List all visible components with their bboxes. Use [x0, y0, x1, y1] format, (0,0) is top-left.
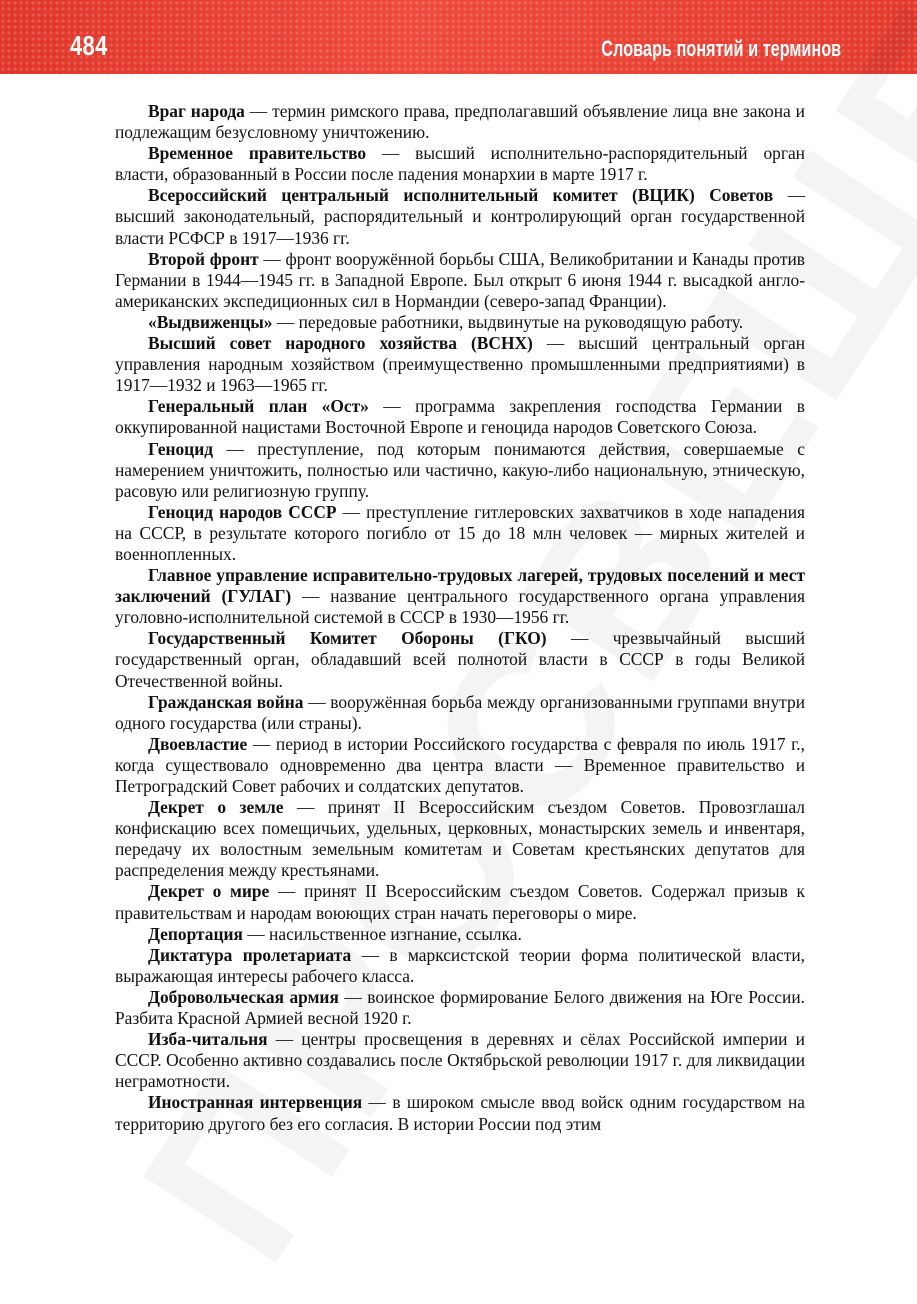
glossary-entry: [115, 439, 805, 502]
entry-term: Второй фронт: [148, 248, 259, 269]
entry-definition: — насильственное изгнание, ссылка.: [242, 923, 522, 944]
entry-term: Государственный Комитет Обороны (ГКО): [148, 628, 547, 649]
entry-definition: — период в истории Российского государства с февраля по июль 1917 г., когда существовало одновременно два центра власти — Временное правительство и Петроградский Совет рабочих и солдатских депутатов.: [115, 733, 805, 796]
entry-definition: — принят II Всероссийским съездом Советов. Содержал призыв к правительствам и народам воюющих стран начать переговоры о мире.: [115, 881, 805, 923]
entry-term: Депортация: [148, 923, 243, 944]
glossary-entry: [115, 565, 805, 628]
entry-definition: — в марксистской теории форма политической власти, выражающая интересы рабочего класса.: [115, 944, 806, 986]
entry-term: Высший совет народного хозяйства (ВСНХ): [148, 333, 533, 354]
glossary-entry: [115, 628, 805, 691]
entry-definition: — высший законодательный, распорядительный и контролирующий орган государственной власти РСФСР в 1917—1936 гг.: [115, 185, 805, 248]
glossary-entry: [115, 312, 805, 333]
entry-term: Геноцид: [148, 438, 214, 459]
page-number: 484: [70, 30, 108, 61]
entry-term: Декрет о земле: [148, 797, 284, 818]
entry-definition: — воинское формирование Белого движения на Юге России. Разбита Красной Армией весной 1920 г.: [115, 986, 805, 1029]
glossary-entry: [115, 987, 805, 1029]
entry-definition: — фронт вооружённой борьбы США, Великобритании и Канады против Германии в 1944—1945 гг. в Западной Европе. Был открыт 6 июня 1944 г. высадкой англо-американских экспедиционных сил в Нормандии (северо-запад Франции).: [115, 248, 805, 311]
entry-term: Геноцид народов СССР: [148, 501, 337, 522]
entry-term: Декрет о мире: [148, 881, 270, 902]
entry-term: Генеральный план «Ост»: [148, 396, 369, 417]
entry-term: Временное правительство: [148, 143, 367, 164]
entry-term: Иностранная интервенция: [148, 1092, 363, 1113]
glossary-entry: [115, 692, 805, 734]
entry-term: «Выдвиженцы»: [148, 311, 273, 332]
glossary-entry: [115, 924, 805, 945]
entry-definition: — высший центральный орган управления народным хозяйством (преимущественно промышленными предприятиями) в 1917—1932 и 1963—1965 гг.: [115, 333, 805, 396]
glossary-entry: [115, 945, 805, 987]
page-header: [0, 0, 917, 74]
entry-term: Всероссийский центральный исполнительный комитет (ВЦИК) Советов: [148, 185, 774, 206]
entry-definition: — преступление гитлеровских захватчиков в ходе нападения на СССР, в результате которого погибло от 15 до 18 млн человек — мирных жителей и военнопленных.: [115, 501, 805, 564]
entry-definition: — центры просвещения в деревнях и сёлах Российской империи и СССР. Особенно активно создавались после Октябрьской революции 1917 г. для ликвидации неграмотности.: [115, 1029, 805, 1092]
entry-definition: — термин римского права, предполагавший объявление лица вне закона и подлежащим безусловному уничтожению.: [115, 101, 805, 143]
glossary-entry: [115, 1029, 805, 1092]
glossary-entry: [115, 101, 805, 143]
entry-term: Враг народа: [148, 101, 245, 121]
glossary-entry: [115, 734, 805, 797]
entry-definition: — принят II Всероссийским съездом Советов. Провозглашал конфискацию всех помещичьих, удельных, церковных, монастырских земель и инвентаря, передачу их волостным земельным комитетам и Советам крестьянских депутатов для распределения между крестьянами.: [115, 797, 805, 881]
entry-term: Главное управление исправительно-трудовых лагерей, трудовых поселений и мест заключений (ГУЛАГ): [115, 565, 805, 607]
glossary-entry: [115, 797, 805, 881]
entry-definition: — высший исполнительно-распорядительный орган власти, образованный в России после падения монархии в марте 1917 г.: [115, 143, 805, 185]
entry-term: Диктатура пролетариата: [148, 944, 352, 965]
glossary-entry: [115, 881, 805, 923]
glossary-entry: [115, 143, 805, 185]
entry-term: Двоевластие: [148, 733, 248, 754]
entry-term: Изба-читальня: [148, 1029, 268, 1050]
entry-term: Добровольческая армия: [148, 986, 339, 1007]
glossary-entry: [115, 333, 805, 396]
running-title: Словарь понятий и терминов: [601, 36, 841, 61]
entry-definition: — название центрального государственного органа управления уголовно-исполнительной системой в СССР в 1930—1956 гг.: [115, 586, 806, 628]
glossary-entry: [115, 502, 805, 565]
glossary-entry: [115, 185, 805, 248]
entry-term: Гражданская война: [148, 691, 304, 712]
glossary-entry: [115, 396, 805, 438]
entry-definition: — программа закрепления господства Германии в оккупированной нацистами Восточной Европе и геноцида народов Советского Союза.: [115, 396, 806, 438]
glossary-entry: [115, 249, 805, 312]
entry-definition: — вооружённая борьба между организованными группами внутри одного государства (или страны).: [115, 691, 805, 733]
entry-definition: — передовые работники, выдвинутые на руководящую работу.: [272, 311, 744, 332]
glossary-content: [115, 101, 805, 1135]
entry-definition: — преступление, под которым понимаются действия, совершаемые с намерением уничтожить, полностью или частично, какую-либо национальную, этническую, расовую или религиозную группу.: [115, 438, 805, 501]
entry-definition: — чрезвычайный высший государственный орган, обладавший всей полнотой власти в СССР в годы Великой Отечественной войны.: [115, 628, 805, 691]
glossary-entry: [115, 1092, 805, 1134]
entry-definition: — в широком смысле ввод войск одним государством на территорию другого без его согласия. В истории России под этим: [115, 1092, 805, 1134]
